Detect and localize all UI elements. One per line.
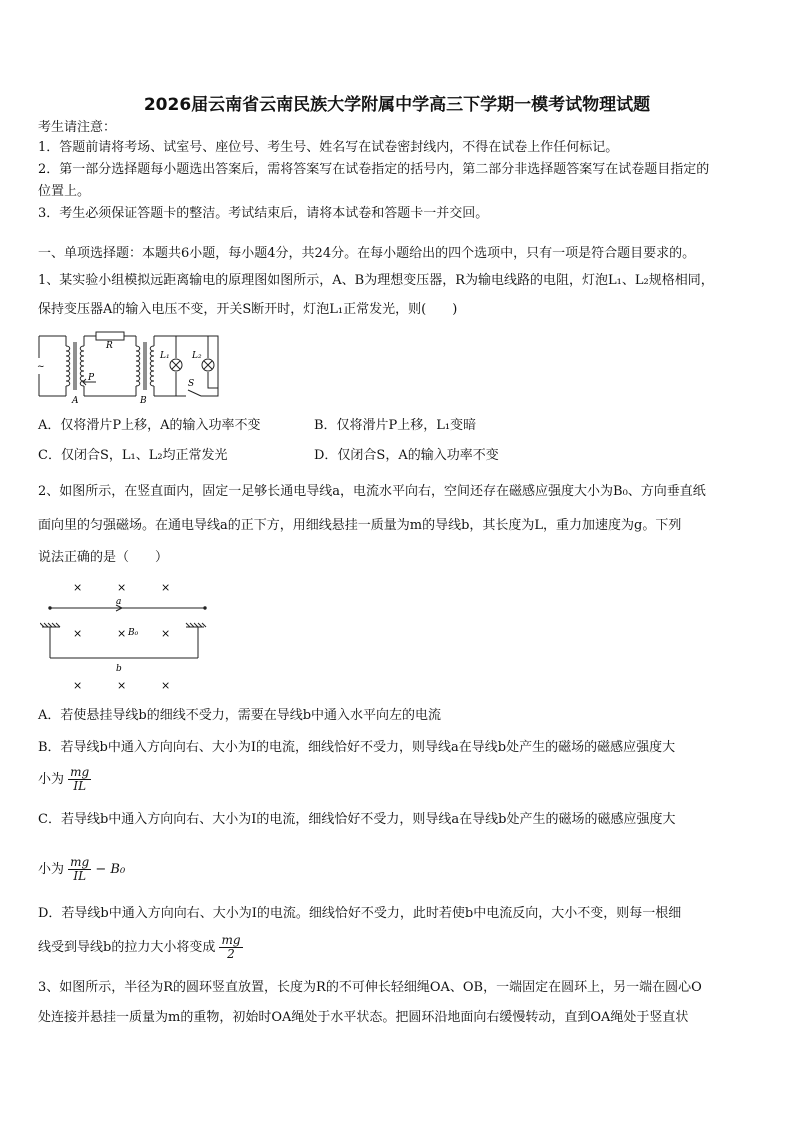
q2-fig-field-cross: × (73, 679, 83, 692)
fraction-denominator: IL (73, 779, 87, 793)
q2-option-b-line1: B．若导线b中通入方向向右、大小为I的电流，细线恰好不受力，则导线a在导线b处产生的磁场的磁感应强度大 (38, 740, 676, 755)
q2-option-b-line2 (38, 766, 91, 793)
section-heading: 一、单项选择题：本题共6小题，每小题4分，共24分。在每小题给出的四个选项中，只有一项是符合题目要求的。 (38, 246, 696, 261)
q2-stem-line3: 说法正确的是（ ） (38, 550, 169, 565)
q2-option-a: A．若使悬挂导线b的细线不受力，需要在导线b中通入水平向左的电流 (38, 708, 442, 723)
q2-option-c-suffix: − B₀ (95, 862, 126, 877)
q1-option-d: D．仅闭合S，A的输入功率不变 (314, 448, 499, 463)
q2-fig-field-cross: × (161, 679, 171, 692)
q2-option-b-prefix: 小为 (38, 772, 65, 787)
q2-option-d-line1: D．若导线b中通入方向向右、大小为I的电流。细线恰好不受力，此时若使b中电流反向，大小不变，则每一根细 (38, 906, 682, 921)
q1-stem-line1: 1、某实验小组模拟远距离输电的原理图如图所示，A、B为理想变压器，R为输电线路的电阻，灯泡L₁、L₂规格相同， (38, 273, 714, 288)
q2-option-c-line2 (38, 856, 125, 883)
q1-circuit-figure (36, 328, 226, 404)
q2-fig-field-cross: × (161, 627, 171, 640)
fraction-denominator: IL (73, 869, 87, 883)
q2-stem-line1: 2、如图所示，在竖直面内，固定一足够长通电导线a，电流水平向右，空间还存在磁感应强度大小为B₀、方向垂直纸 (38, 484, 706, 499)
q2-stem-line2: 面向里的匀强磁场。在通电导线a的正下方，用细线悬挂一质量为m的导线b，其长度为L，重力加速度为g。下列 (38, 518, 682, 533)
q2-fig-b-label: b (116, 664, 122, 674)
q1-fig-B-label: B (140, 396, 147, 404)
q2-option-d-fraction (219, 934, 242, 961)
q1-fig-R-label: R (106, 341, 113, 351)
q2-option-d-prefix: 线受到导线b的拉力大小将变成 (38, 940, 216, 955)
q1-fig-A-label: A (72, 396, 79, 404)
q2-option-c-fraction (68, 856, 91, 883)
q2-option-b-fraction (68, 766, 91, 793)
notice-item-1: 1．答题前请将考场、试室号、座位号、考生号、姓名写在试卷密封线内，不得在试卷上作任何标记。 (38, 140, 619, 155)
q2-option-d-line2 (38, 934, 243, 961)
q2-fig-field-cross: × (117, 627, 127, 640)
page-title: 2026届云南省云南民族大学附属中学高三下学期一模考试物理试题 (143, 95, 651, 115)
q1-fig-L2-label: L₂ (192, 351, 202, 361)
q2-fig-field-cross: × (161, 581, 171, 594)
fraction-numerator: mg (221, 933, 241, 947)
fraction-numerator: mg (70, 855, 90, 869)
notice-item-3: 3．考生必须保证答题卡的整洁。考试结束后，请将本试卷和答题卡一并交回。 (38, 206, 489, 221)
notice-item-2-cont: 位置上。 (38, 184, 91, 199)
q1-option-c: C．仅闭合S，L₁、L₂均正常发光 (38, 448, 228, 463)
q2-fig-a-label: a (116, 597, 122, 607)
q1-option-b: B．仅将滑片P上移，L₁变暗 (314, 418, 477, 433)
notice-item-2: 2．第一部分选择题每小题选出答案后，需将答案写在试卷指定的括号内，第二部分非选择题答案写在试卷题目指定的 (38, 162, 710, 177)
q1-stem-line2: 保持变压器A的输入电压不变，开关S断开时，灯泡L₁正常发光，则( ) (38, 302, 458, 317)
q2-fig-field-cross: × (117, 679, 127, 692)
q2-fig-field-cross: × (117, 581, 127, 594)
fraction-numerator: mg (70, 765, 90, 779)
q2-fig-field-cross: × (73, 581, 83, 594)
q1-fig-L1-label: L₁ (160, 351, 170, 361)
q2-fig-B0-label: B₀ (128, 628, 139, 638)
q2-fig-field-cross: × (73, 627, 83, 640)
q1-fig-S-label: S (188, 379, 195, 389)
q1-option-a: A．仅将滑片P上移，A的输入功率不变 (38, 418, 261, 433)
q3-stem-line1: 3、如图所示，半径为R的圆环竖直放置，长度为R的不可伸长轻细绳OA、OB，一端固定在圆环上，另一端在圆心O (38, 980, 702, 995)
q2-option-c-line1: C．若导线b中通入方向向右、大小为I的电流，细线恰好不受力，则导线a在导线b处产生的磁场的磁感应强度大 (38, 812, 676, 827)
q1-fig-source-symbol: ~ (37, 362, 45, 372)
q1-fig-P-label: P (88, 373, 95, 383)
q2-option-c-prefix: 小为 (38, 862, 65, 877)
notice-heading: 考生请注意： (38, 120, 117, 135)
fraction-denominator: 2 (227, 947, 235, 961)
q3-stem-line2: 处连接并悬挂一质量为m的重物，初始时OA绳处于水平状态。把圆环沿地面向右缓慢转动，直到OA绳处于竖直状 (38, 1010, 689, 1025)
q2-field-figure (40, 578, 212, 694)
